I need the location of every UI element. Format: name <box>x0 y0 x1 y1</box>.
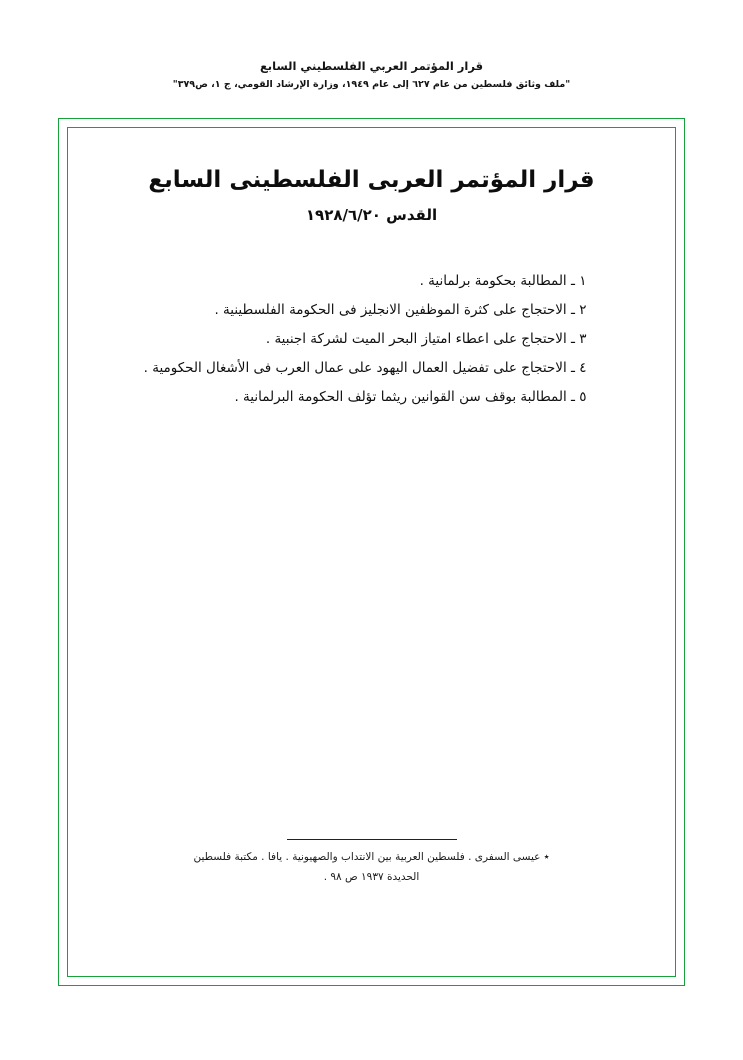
list-item: ٢ ـ الاحتجاج على كثرة الموظفين الانجليز فى الحكومة الفلسطينية . <box>214 302 587 319</box>
footnote-text <box>108 848 635 888</box>
document-subtitle-place-date: القدس ١٩٢٨/٦/٢٠ <box>305 206 438 225</box>
document-frame-outer <box>58 118 685 986</box>
footnote-divider <box>287 839 457 840</box>
document-content <box>68 128 675 976</box>
document-title: قرار المؤتمر العربى الفلسطينى السابع <box>148 167 595 193</box>
list-item: ٤ ـ الاحتجاج على تفضيل العمال اليهود على عمال العرب فى الأشغال الحكومية . <box>143 360 587 377</box>
resolution-clause-list <box>143 267 587 412</box>
header-source-citation: "ملف وثائق فلسطين من عام ٦٢٧ إلى عام ١٩٤٩، وزارة الإرشاد القومي، ج ١، ص٣٧٩" <box>172 79 571 91</box>
document-frame-inner <box>67 127 676 977</box>
footnote <box>108 839 635 888</box>
list-item: ١ ـ المطالبة بحكومة برلمانية . <box>419 273 587 290</box>
page-header <box>0 58 743 92</box>
header-title: قرار المؤتمر العربي الفلسطيني السابع <box>259 59 484 73</box>
footnote-line-2: الحديدة ١٩٣٧ ص ٩٨ . <box>323 871 420 884</box>
list-item: ٣ ـ الاحتجاج على اعطاء امتياز البحر الميت لشركة اجنبية . <box>265 331 587 348</box>
footnote-line-1: ٭ عيسى السفرى . فلسطين العربية بين الانتداب والصهيونية . يافا . مكتبة فلسطين <box>193 851 550 864</box>
list-item: ٥ ـ المطالبة بوقف سن القوانين ريثما تؤلف الحكومة البرلمانية . <box>234 389 587 406</box>
